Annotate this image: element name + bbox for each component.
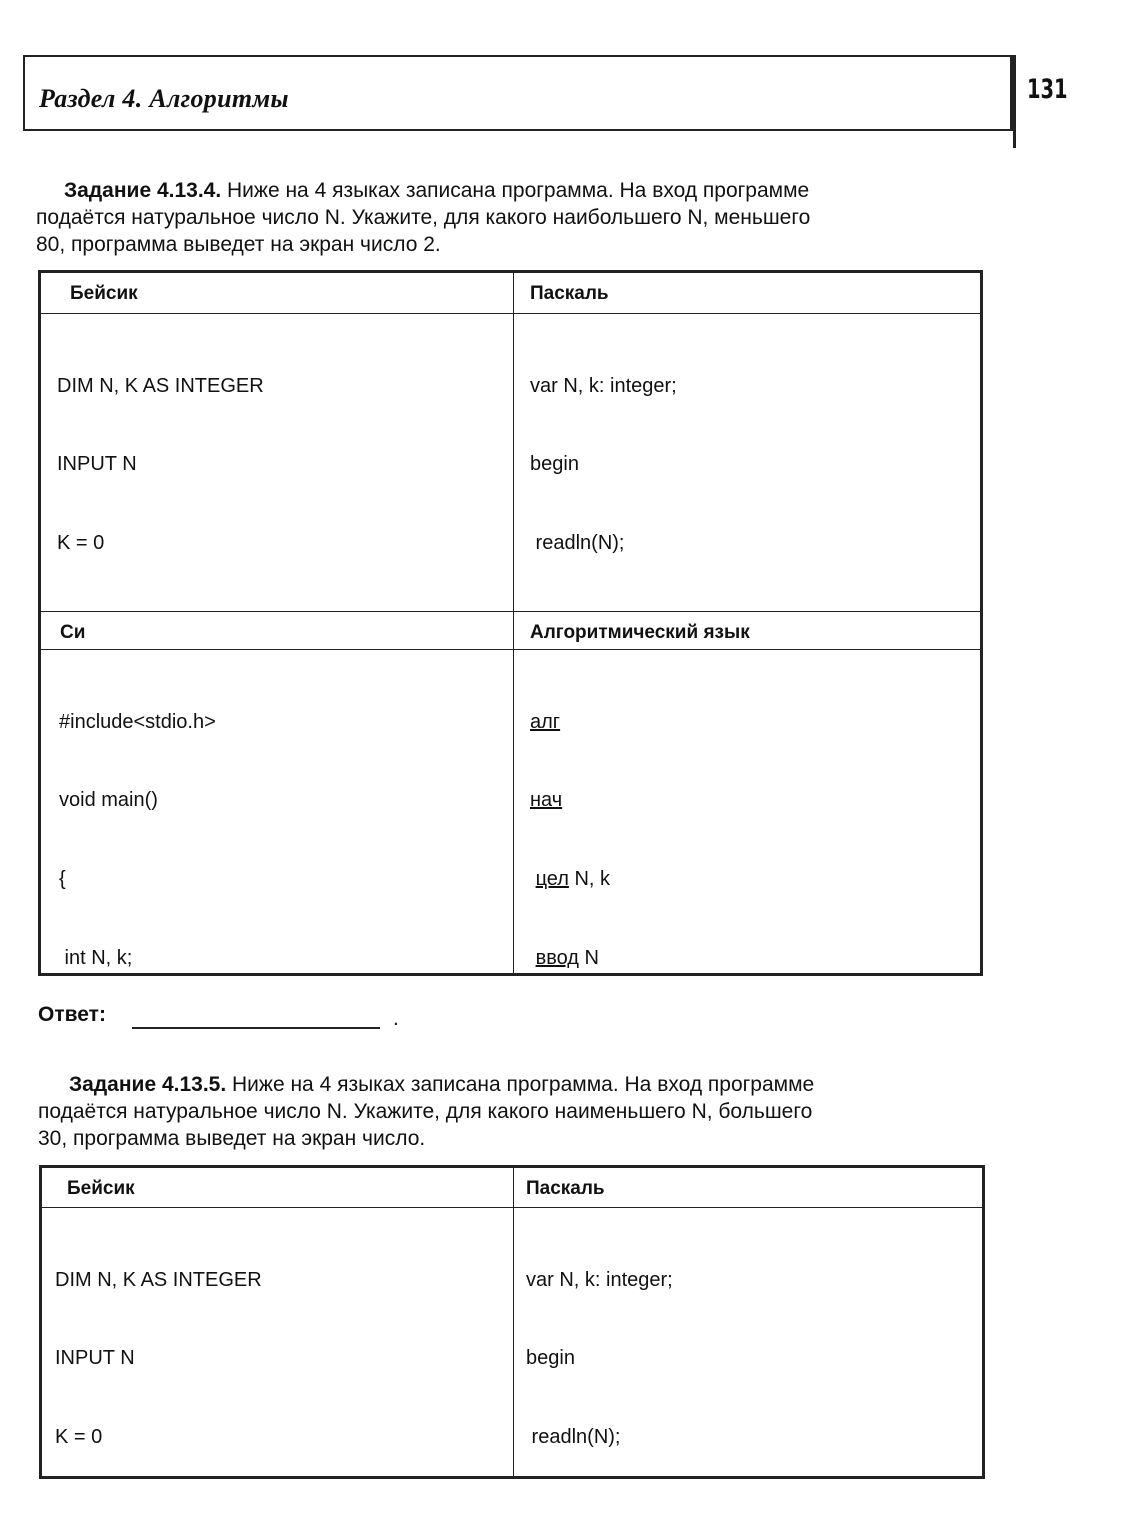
header-c: Си xyxy=(41,612,514,650)
keyword-vvod: ввод xyxy=(535,947,579,970)
task-text-line: подаётся натуральное число N. Укажите, для какого наибольшего N, меньшего xyxy=(36,206,811,229)
task-4-13-5-code-table xyxy=(39,1165,985,1479)
algorithmic-code xyxy=(514,650,980,973)
answer-input-line[interactable] xyxy=(132,1027,380,1029)
pascal-code xyxy=(514,314,980,612)
page-number: 131 xyxy=(1027,74,1068,105)
code-line: { xyxy=(59,868,66,891)
c-code xyxy=(41,650,514,973)
code-line: DIM N, K AS INTEGER xyxy=(57,374,264,397)
code-line: var N, k: integer; xyxy=(530,374,677,397)
header-divider xyxy=(1013,55,1016,148)
code-line: void main() xyxy=(59,789,158,812)
task-label: Задание 4.13.5. xyxy=(69,1073,227,1096)
code-line: INPUT N xyxy=(57,453,137,476)
keyword-nach: нач xyxy=(530,789,563,812)
basic-code xyxy=(41,314,514,612)
code-line: K = 0 xyxy=(57,532,105,555)
task-text-line: 80, программа выведет на экран число 2. xyxy=(36,233,441,256)
code-line: K = 0 xyxy=(55,1426,103,1449)
header-pascal: Паскаль xyxy=(514,273,980,314)
basic-code xyxy=(42,1208,514,1476)
code-line: readln(N); xyxy=(526,1426,621,1449)
header-algorithmic: Алгоритмический язык xyxy=(514,612,980,650)
code-line: var N, k: integer; xyxy=(526,1268,673,1291)
code-fragment: N xyxy=(578,947,599,970)
task-4-13-5-text xyxy=(38,1071,985,1152)
header-basic: Бейсик xyxy=(41,273,514,314)
code-line: int N, k; xyxy=(59,947,133,970)
section-title: Раздел 4. Алгоритмы xyxy=(39,84,289,113)
answer-period: . xyxy=(393,1007,399,1030)
task-text-line: подаётся натуральное число N. Укажите, для какого наименьшего N, большего xyxy=(38,1100,813,1123)
header-basic: Бейсик xyxy=(42,1168,514,1208)
task-text-line: 30, программа выведет на экран число. xyxy=(38,1127,426,1150)
task-4-13-4-text xyxy=(36,177,982,258)
code-fragment: N, k xyxy=(568,868,611,891)
task-text-line: Ниже на 4 языках записана программа. На вход программе xyxy=(226,1073,815,1096)
code-line: begin xyxy=(530,453,579,476)
task-4-13-4-code-table xyxy=(38,270,983,976)
section-header xyxy=(23,55,1013,131)
task-label: Задание 4.13.4. xyxy=(64,179,222,202)
keyword-alg: алг xyxy=(530,710,561,733)
code-line: #include<stdio.h> xyxy=(59,710,216,733)
pascal-code xyxy=(514,1208,982,1476)
task-text-line: Ниже на 4 языках записана программа. На вход программе xyxy=(221,179,810,202)
code-line: begin xyxy=(526,1347,575,1370)
code-line: INPUT N xyxy=(55,1347,135,1370)
keyword-tsel: цел xyxy=(535,868,569,891)
code-line: readln(N); xyxy=(530,532,625,555)
header-pascal: Паскаль xyxy=(514,1168,982,1208)
code-line: DIM N, K AS INTEGER xyxy=(55,1268,262,1291)
answer-label: Ответ: xyxy=(38,1003,106,1026)
